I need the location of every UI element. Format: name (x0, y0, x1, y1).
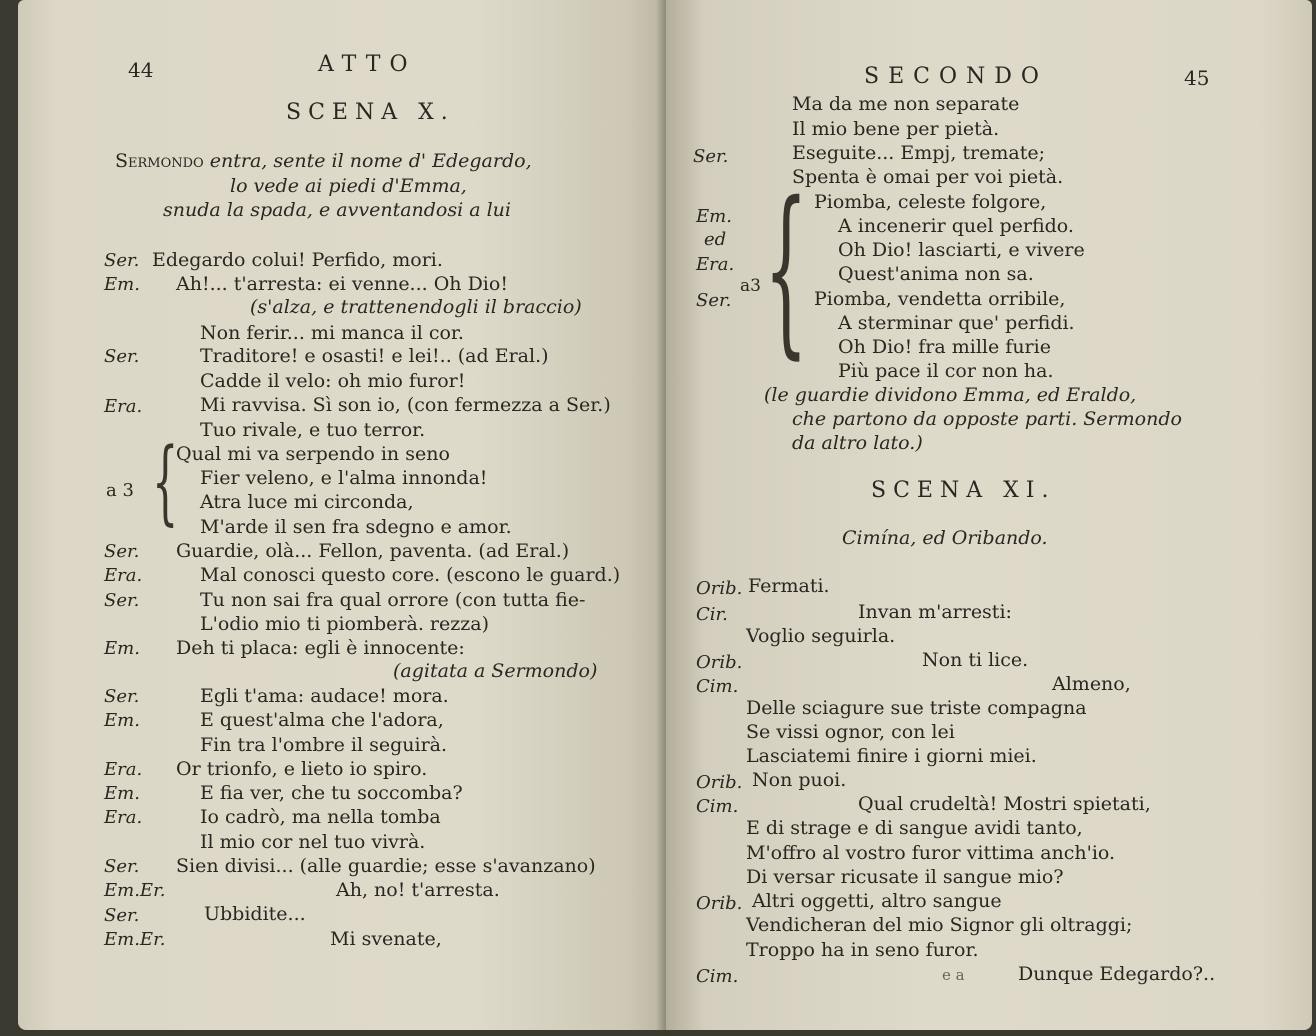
verse-line: Altri oggetti, altro sangue (752, 890, 1002, 912)
speaker-label: Em. (104, 638, 140, 659)
catchword-mark: e a (942, 966, 965, 984)
speaker-label: Orib. (696, 772, 743, 793)
verse-line: Oh Dio! lasciarti, e vivere (838, 239, 1085, 261)
verse-line: Tu non sai fra qual orrore (con tutta fie- (200, 589, 586, 611)
verse-line: Il mio bene per pietà. (792, 118, 1000, 140)
speaker-label: Em. (104, 274, 140, 295)
speaker-label: Ser. (104, 905, 140, 926)
verse-line: Lasciatemi finire i giorni miei. (746, 745, 1037, 767)
stage-direction: snuda la spada, e avventandosi a lui (163, 199, 511, 221)
verse-line: A sterminar que' perfidi. (838, 312, 1075, 334)
speaker-label: Ser. (104, 541, 140, 562)
verse-line: Deh ti placa: egli è innocente: (176, 637, 465, 659)
verse-line: Io cadrò, ma nella tomba (200, 806, 441, 828)
verse-line: Ubbidite... (204, 903, 306, 925)
verse-line: Oh Dio! fra mille furie (838, 336, 1051, 358)
speaker-label: Cim. (696, 676, 739, 697)
left-page (18, 0, 666, 1030)
stage-direction: che partono da opposte parti. Sermondo (792, 408, 1182, 430)
verse-line: Delle sciagure sue triste compagna (746, 697, 1087, 719)
verse-line: Guardie, olà... Fellon, paventa. (ad Eral.) (176, 540, 570, 562)
speaker-label: Ser. (104, 856, 140, 877)
verse-line: Almeno, (1052, 673, 1131, 695)
stage-text: entra, sente il nome d' Edegardo, (209, 150, 532, 172)
page-number: 44 (128, 58, 154, 82)
verse-line: Troppo ha in seno furor. (746, 939, 979, 961)
verse-line: A incenerir quel perfido. (838, 215, 1074, 237)
speaker-label: Em. (104, 710, 140, 731)
verse-line: Non puoi. (752, 769, 847, 791)
speaker-label: Ser. (104, 686, 140, 707)
scene-title: SCENA XI. (871, 478, 1056, 503)
stage-direction: (agitata a Sermondo) (393, 660, 598, 682)
verse-line: M'offro al vostro furor vittima anch'io. (746, 842, 1116, 864)
speaker-label: Era. (104, 807, 143, 828)
verse-line: Traditore! e osasti! e lei!.. (ad Eral.) (200, 345, 549, 367)
verse-line: Qual mi va serpendo in seno (176, 443, 450, 465)
verse-line: Dunque Edegardo?.. (1018, 963, 1216, 985)
brace: { (764, 163, 809, 375)
speaker-label: Orib. (696, 893, 743, 914)
scene-title: SCENA X. (286, 100, 455, 125)
verse-line: E quest'alma che l'adora, (200, 709, 444, 731)
scene-characters: Cimína, ed Oribando. (842, 527, 1048, 549)
verse-line: Non ti lice. (922, 649, 1029, 671)
verse-line: Ah!... t'arresta: ei venne... Oh Dio! (176, 273, 508, 295)
verse-line: Egli t'ama: audace! mora. (200, 685, 449, 707)
speaker-label: Orib. (696, 578, 743, 599)
verse-line: Se vissi ognor, con lei (746, 721, 955, 743)
verse-line: L'odio mio ti piomberà. rezza) (200, 613, 489, 635)
running-head: SECONDO (864, 64, 1048, 89)
speaker-label: Ser. (696, 290, 732, 311)
speaker-label: Ser. (104, 590, 140, 611)
verse-line: Di versar ricusate il sangue mio? (746, 866, 1064, 888)
right-page (666, 0, 1312, 1030)
speaker-label: Ser. (104, 346, 140, 367)
verse-line: Sien divisi... (alle guardie; esse s'avanzano) (176, 855, 596, 877)
speaker-label: Em.Er. (104, 929, 166, 950)
verse-line: Voglio seguirla. (746, 625, 896, 647)
verse-line: Edegardo colui! Perfido, mori. (152, 249, 443, 271)
verse-line: M'arde il sen fra sdegno e amor. (200, 516, 512, 538)
stage-direction: (le guardie dividono Emma, ed Eraldo, (764, 384, 1137, 406)
verse-line: Ma da me non separate (792, 93, 1020, 115)
verse-line: Più pace il cor non ha. (838, 360, 1054, 382)
speaker-label: Orib. (696, 652, 743, 673)
speaker-label: Cim. (696, 966, 739, 987)
stage-direction: da altro lato.) (792, 432, 923, 454)
verse-line: Fermati. (748, 575, 830, 597)
verse-line: Spenta è omai per voi pietà. (792, 166, 1064, 188)
verse-line: Quest'anima non sa. (838, 263, 1034, 285)
speaker-label: Em. (104, 783, 140, 804)
stage-direction: lo vede ai piedi d'Emma, (230, 175, 467, 197)
brace: { (152, 428, 179, 535)
verse-line: Fin tra l'ombre il seguirà. (200, 734, 448, 756)
speaker-label: a3 (740, 276, 761, 296)
verse-line: Piomba, celeste folgore, (814, 191, 1047, 213)
verse-line: Piomba, vendetta orribile, (814, 288, 1066, 310)
verse-line: Invan m'arresti: (858, 601, 1012, 623)
page-number: 45 (1184, 66, 1210, 90)
verse-line: Vendicheran del mio Signor gli oltraggi; (746, 914, 1133, 936)
verse-line: Qual crudeltà! Mostri spietati, (858, 793, 1151, 815)
speaker-label: Era. (696, 254, 735, 275)
speaker-label: ed (704, 229, 727, 250)
speaker-label: Cim. (696, 796, 739, 817)
verse-line: Mi svenate, (330, 928, 442, 950)
speaker-label: Era. (104, 396, 143, 417)
verse-line: Atra luce mi circonda, (200, 491, 414, 513)
verse-line: Il mio cor nel tuo vivrà. (200, 831, 426, 853)
verse-line: Or trionfo, e lieto io spiro. (176, 758, 428, 780)
speaker-label: a 3 (106, 480, 134, 501)
running-head: ATTO (318, 52, 417, 77)
stage-direction (115, 150, 532, 172)
verse-line: Mi ravvisa. Sì son io, (con fermezza a Ser.) (200, 394, 611, 416)
speaker-label: Em.Er. (104, 880, 166, 901)
verse-line: Fier veleno, e l'alma innonda! (200, 467, 488, 489)
speaker-label: Era. (104, 759, 143, 780)
verse-line: Eseguite... Empj, tremate; (792, 142, 1045, 164)
speaker-label: Em. (696, 206, 732, 227)
speaker-label: Era. (104, 565, 143, 586)
verse-line: Mal conosci questo core. (escono le guard.) (200, 564, 621, 586)
stage-direction: (s'alza, e trattenendogli il braccio) (250, 296, 582, 318)
verse-line: Non ferir... mi manca il cor. (200, 322, 464, 344)
speaker-label: Ser. (693, 146, 729, 167)
character-name: Sermondo (115, 150, 204, 172)
speaker-label: Cir. (696, 604, 728, 625)
verse-line: Ah, no! t'arresta. (336, 879, 500, 901)
verse-line: E fia ver, che tu soccomba? (200, 782, 463, 804)
verse-line: Cadde il velo: oh mio furor! (200, 370, 466, 392)
speaker-label: Ser. (104, 250, 140, 271)
verse-line: E di strage e di sangue avidi tanto, (746, 817, 1083, 839)
verse-line: Tuo rivale, e tuo terror. (200, 419, 426, 441)
